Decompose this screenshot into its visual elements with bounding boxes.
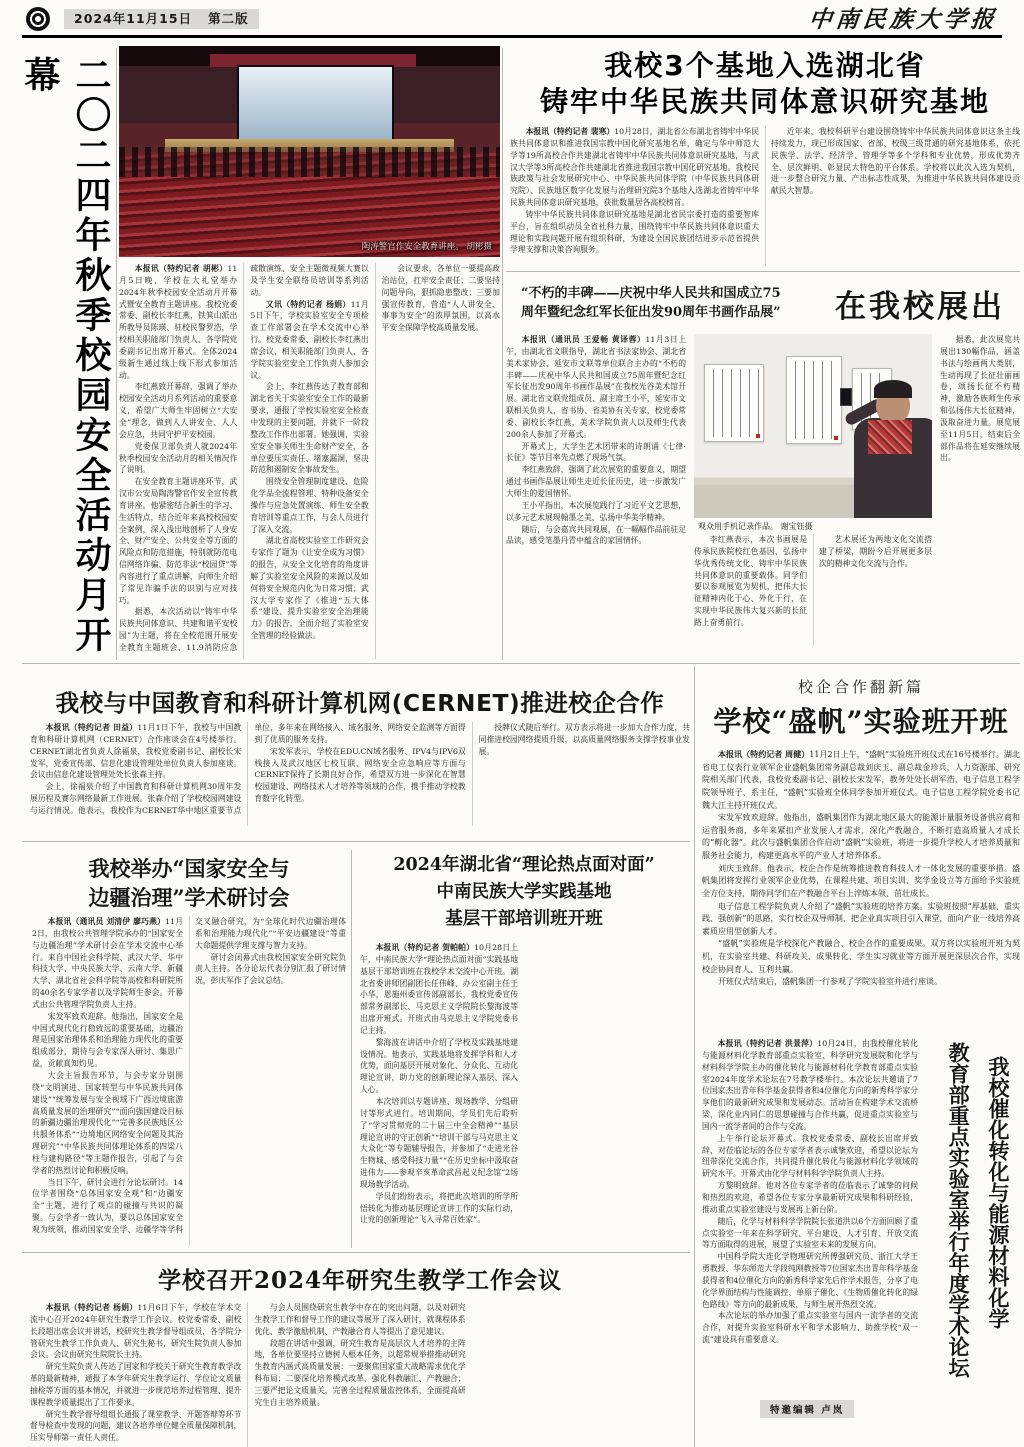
headline-line: 我校催化转化与能源材料化学 bbox=[986, 1056, 1011, 1329]
divider bbox=[116, 48, 117, 660]
divider bbox=[22, 1252, 690, 1253]
article-paragraph: 方黎明致辞。他对各位专家学者的莅临表示了诚挚的问候和热烈的欢迎，希望各位专家分享最新研究成果和科研经验，推动重点实验室建设与发展再上新台阶。 bbox=[702, 1181, 918, 1214]
article-paragraph: 本报讯（特约记者 胡彬）11月5日晚，学校在大礼堂举办2024年秋季校园安全活动月开幕式暨安全教育主题讲座。我校党委常委、副校长李红燕，铁箕山派出所教导员陈瑛、驻校民警罗浩，学校相关职能部门负责人、各学院党委副书记出席开幕式。全体2024级新生通过线上线下形式参加活动。 bbox=[119, 264, 238, 380]
divider bbox=[351, 850, 352, 1248]
exhibition-headline-kicker bbox=[521, 285, 829, 323]
headline-line: “不朽的丰碑——庆祝中华人民共和国成立75 bbox=[521, 285, 781, 301]
smartphone bbox=[840, 388, 852, 406]
article-paragraph: 本报讯（特约记者 田益）11月1日下午，我校与中国教育和科研计算机网（CERNET）合作座谈会在4号楼举行。CERNET湖北省负责人徐福泉，我校党委副书记、副校长宋发军，党委宣传部、信息化建设管理处单位负责人参加座谈。会议由信息化建设管理处处长张森主持。 bbox=[30, 723, 242, 780]
article-paragraph: 本报讯（特约记者 贺帕帕）10月28日上午，中南民族大学“理论热点面对面”实践基地基层干部培训班在我校学术交流中心开班。湖北省委讲师团副团长任伟峰、办公室副主任王小华，恩施州委宣传部副部长，我校党委宣传部常务副部长、马克思主义学院院长黎海波等出席开班式。开班式由马克思主义学院党委书记主持。 bbox=[360, 943, 519, 1035]
theory-article bbox=[360, 942, 688, 1248]
headline-line: 铸牢中华民族共同体意识研究基地 bbox=[539, 84, 990, 118]
article-paragraph: 学员们纷纷表示，将把此次培训的所学所悟转化为推动基层理论宣讲工作的实际行动，让党的创新理论“飞入寻常百姓家”。 bbox=[360, 1191, 518, 1225]
article-paragraph: 党委保卫部负责人就2024年秋季校园安全活动月的相关情况作了说明。 bbox=[119, 441, 238, 475]
article-paragraph: 李红燕致开幕辞，强调了举办校园安全活动月系列活动的重要意义，希望广大师生牢固树立“大安全”理念，做到人人讲安全、人人会应急，共同守护平安校园。 bbox=[119, 382, 238, 439]
date-text: 2024年11月15日 bbox=[74, 11, 193, 26]
theory-headline bbox=[360, 852, 688, 933]
divider bbox=[502, 48, 503, 660]
photo-caption: 陶涛警官作安全教育讲座。 胡彬摄 bbox=[361, 242, 492, 252]
headline-line: 周年暨纪念红军长征出发90周年书画作品展” bbox=[521, 304, 781, 320]
article-paragraph: 围绕安全管理制度建设、危险化学品全流程管理、特种设备安全操作与应急处置演练、师生安全教育培训等重点工作，与会人员进行了深入交流。 bbox=[250, 477, 369, 534]
article-paragraph: 王小平指出，本次展览践行了习近平文艺思想，以多元艺术展现翰墨之美，弘扬中华美学精神。 bbox=[506, 500, 686, 522]
graduate-article bbox=[30, 1302, 690, 1447]
article-paragraph: 宋发军致欢迎辞。他指出，盛帆集团作为湖北地区最大的能源计量服务设备供应商和运营服务商，多年来紧扣产业发展人才需求，深化产教融合，不断打造高质量人才成长的“孵化器”。此次与盛帆集团合作启动“盛帆”实验班，将进一步提升学校人才培养质量和服务社会能力，构建更高水平的产业人才培养体系。 bbox=[702, 813, 1020, 860]
headline-line: 边疆治理”学术研讨会 bbox=[88, 885, 290, 911]
forum-article bbox=[32, 916, 346, 1246]
article-paragraph: 近年来，我校科研平台建设围绕铸牢中华民族共同体意识这条主线持续发力，现已形成国家、省部、校级三级贯通的研究基地体系，依托民族学、法学、经济学、管理学等多个学科和专业优势，形成优势齐全、层次鲜明、彰显民大特色的平台体系。学校将以此次入选为契机，进一步整合研究力量、产出标志性成果，为推进中华民族共同体建设贡献民大智慧。 bbox=[771, 127, 1020, 196]
photo-stage-screen bbox=[237, 65, 393, 141]
article-paragraph: 李红燕表示，本次书画展是传承民族院校红色基因、弘扬中华优秀传统文化、铸牢中华民族共同体意识的重要载体。同学们要以参观展览为契机，把伟大长征精神内化于心、外化于行，在实现中华民族伟大复兴新的长征路上奋勇前行。 bbox=[694, 535, 807, 627]
seal-mark bbox=[756, 434, 760, 438]
artwork-frame bbox=[786, 356, 842, 444]
cernet-headline: 我校与中国教育和科研计算机网(CERNET)推进校企合作 bbox=[55, 689, 665, 717]
article-paragraph: 本报讯（特约记者 裴寒）10月28日，湖北省公布湖北省铸牢中华民族共同体意识和推进我国宗教中国化研究基地名单，确定与华中师范大学等19所高校合作共建湖北省铸牢中华民族共同体意识研究基地，与武汉大学等3所高校合作共建湖北省推进我国宗教中国化研究基地。我校民族政策与社会发展研究中心、中华民族共同体学院（中华民族共同体研究院）、民族地区数字化发展与治理研究院3个基地入选湖北省铸牢中华民族共同体意识研究基地，获批数量居各高校榜首。 bbox=[510, 127, 760, 208]
photo-auditorium bbox=[119, 46, 500, 257]
paper-name: 中南民族大学报 bbox=[807, 6, 1000, 33]
article-paragraph: 本报讯（通讯员 王爱畅 黄译蓉）11月3日上午，由湖北省文联指导，湖北省书法家协会、湖北省美术家协会、延安市文联等单位联合主办的“不朽的丰碑——庆祝中华人民共和国成立75周年暨纪念红军长征出发90周年书画作品展”在我校光谷美术馆开展。湖北省文联党组成员、副主席王小平，延安市文联相关负责人，省书协、省美协有关专家，校党委常委、副校长李红燕，美术学院负责人以及师生代表200余人参加了开幕式。 bbox=[506, 335, 686, 439]
article-paragraph: 电子信息工程学院负责人介绍了“盛帆”实验班的培养方案。实验班按照“厚基础、重实践、强创新”的思路，实行校企双导师制，把企业真实项目引入课堂，面向产业一线培养高素质应用型创新人才。 bbox=[702, 901, 1020, 936]
visitor-figure bbox=[842, 372, 932, 518]
cernet-article bbox=[30, 722, 690, 826]
security-month-vertical-headline: 二〇二四年秋季校园安全活动月开幕 bbox=[19, 56, 111, 656]
catalysis-vertical-headline bbox=[934, 1042, 1018, 1440]
article-paragraph: 本报讯（通讯员 刘清伊 廖巧燕）11月2日，由我校公共管理学院承办的“国家安全与边疆治理”学术研讨会在学术交流中心举行。来自中国社会科学院、武汉大学、华中科技大学、中央民族大学、云南大学、新疆大学、湖北省社会科学院等高校和科研院所的40余名专家学者以及学院师生参会。开幕式由公共管理学院负责人主持。 bbox=[32, 917, 183, 1009]
headline-line: 2024年湖北省“理论热点面对面” bbox=[393, 855, 655, 875]
exhibition-headline-main: 在我校展出 bbox=[835, 289, 1005, 325]
graduate-headline: 学校召开2024年研究生教学工作会议 bbox=[157, 1267, 562, 1294]
article-paragraph: 宋发军致欢迎辞。他指出，国家安全是中国式现代化行稳致远的重要基础，边疆治理是国家治理体系和治理能力现代化的重要组成部分，期待与会专家深入研讨、集思广益，贡献真知灼见。 bbox=[32, 1011, 183, 1069]
newspaper-logo-icon bbox=[26, 7, 50, 31]
exhibition-column-right bbox=[940, 334, 1020, 662]
article-paragraph: 艺术展还为两地文化交流搭建了桥梁，期盼今后开展更多层次的精神文化交流与合作。 bbox=[819, 535, 932, 568]
exhibition-article bbox=[506, 334, 1020, 662]
article-paragraph: 本次培训以专题讲座、现场教学、分组研讨等形式进行。培训期间，学员们先后聆听了“学习贯彻党的二十届三中全会精神”“基层理论宣讲的守正创新”“培训干部与马克思主义大众化”等专题辅导报告，并参加了“走进光谷生物城、感受科技力量”“在历史坐标中汲取奋进伟力——参观辛亥革命武昌起义纪念馆”2场现场教学活动。 bbox=[360, 1096, 518, 1189]
article-paragraph: 本报讯（特约记者 周健）11月2日上午，“盛帆”实验班开班仪式在16号楼举行。湖北省电工仪表行业领军企业盛帆集团常务副总裁刘庆玉、副总裁金珍兵，人力资源部、研究院相关部门代表，我校党委副书记、副校长宋发军，教务处处长胡军浩，电子信息工程学院领导班子、系主任，“盛帆”实验班全体同学参加开班仪式。电子信息工程学院党委书记魏大江主持开班仪式。 bbox=[702, 749, 1020, 810]
article-paragraph: 研讨会闭幕式由我校国家安全研究院负责人主持。各分论坛代表分别汇报了研讨情况，彭庆军作了会议总结。 bbox=[195, 952, 346, 986]
edition-text: 第二版 bbox=[208, 11, 249, 26]
article-paragraph: 湖北省高校实验室工作研究会专家作了题为《让安全成为习惯》的报告，从安全文化培育的角度讲解了实验室安全风险的来源以及如何将安全规范内化为日常习惯；武汉大学专家作了《推进“五大体系”建设、提升实验室安全治理能力》的报告，全面介绍了实验室安全管理的经验做法。 bbox=[250, 536, 369, 641]
article-paragraph: 刘庆玉致辞。他表示，校企合作是统筹推进教育科技人才一体化发展的重要举措。盛帆集团将发挥行业领军企业优势，在课程共建、项目实训、奖学金设立等方面给予实验班全方位支持，期待同学们在产教融合平台上淬炼本领、茁壮成长。 bbox=[702, 863, 1020, 898]
divider bbox=[22, 841, 690, 842]
headline-line: 中南民族大学实践基地 bbox=[436, 882, 612, 903]
article-paragraph: 研究生院负责人传达了国家和学校关于研究生教育教学改革的最新精神，通报了本学年研究生教学运行、学位论文质量抽检等方面的基本情况，并就进一步规范培养过程管理、提升课程教学质量提出了工作要求。 bbox=[30, 1362, 242, 1407]
security-month-article bbox=[119, 263, 500, 659]
exhibition-column-left bbox=[506, 334, 686, 662]
visitor-scarf bbox=[868, 420, 912, 454]
article-paragraph: 本报讯（特约记者 杨娟）11月6日下午，学校在学术交流中心召开2024年研究生教学工作会议。校党委常委、副校长段超出席会议并讲话，校研究生教学督导组成员，各学院分管研究生教学工作负责人、研究生秘书，研究生院负责人参加会议。会议由研究生院院长主持。 bbox=[30, 1303, 242, 1360]
divider bbox=[506, 271, 1020, 272]
article-paragraph: 会议要求，各单位一要提高政治站位，扛牢安全责任；二要坚持问题导向，狠抓隐患整改；三要加强宣传教育，营造“人人讲安全、事事为安全”的浓厚氛围，以高水平安全保障学校高质量发展。 bbox=[381, 264, 500, 333]
article-paragraph: 授牌仪式随后举行。双方表示将进一步加大合作力度，共同推进校园网络提质升级，以高质量网络服务支撑学校事业发展。 bbox=[478, 723, 690, 756]
article-paragraph: 宋发军表示，学校在EDU.CN域名服务、IPV4与IPV6双栈接入及武汉地区七校互联、网络安全应急响应等方面与CERNET保持了长期良好合作，希望双方进一步深化在智慧校园建设、网络技术人才培养等领域的合作，携手推动学校教育数字化转型。 bbox=[254, 746, 466, 804]
article-paragraph: 上午举行论坛开幕式。我校党委常委、副校长出席并致辞，对莅临论坛的各位专家学者表示诚挚欢迎，希望以论坛为纽带深化交流合作，共同提升催化转化与能源材料化学领域的研究水平。开幕式由化学与材料科学学院负责人主持。 bbox=[702, 1133, 918, 1179]
headline-line: 我校举办“国家安全与 bbox=[88, 856, 290, 881]
exhibition-column-middle bbox=[694, 334, 932, 662]
article-paragraph: 开幕式上，大学生艺术团带来的诗朗诵《七律·长征》等节目率先点燃了现场气氛。 bbox=[506, 441, 686, 463]
masthead-date bbox=[64, 9, 259, 29]
forum-headline bbox=[32, 854, 346, 913]
shengfan-headline: 学校“盛帆”实验班开班 bbox=[713, 705, 1009, 738]
article-paragraph: 会上，李红燕传达了教育部和湖北省关于实验室安全工作的最新要求，通报了学校实验室安全检查中发现的主要问题，并就下一阶段整改工作作出部署。她强调，实验室安全事关师生生命财产安全，各单位要压实责任、堵塞漏洞，坚决防范和遏制安全事故发生。 bbox=[250, 382, 369, 475]
article-paragraph: 大会主旨报告环节，与会专家分别围绕“文明演进、国家转型与中华民族共同体建设”“统筹发展与安全视域下广西边境旅游高质量发展的治理研究”“面向强国建设目标的新疆边疆治理现代化”“完善多民族地区公共服务体系”“边境地区网络安全问题及其治理研究”“中华民族共同体理论体系的四梁八柱与建构路径”等主题作报告，引起了与会学者的热烈讨论和积极反响。 bbox=[32, 1070, 183, 1175]
masthead-rule bbox=[22, 35, 1002, 38]
article-paragraph: 本次论坛的举办加强了重点实验室与国内一流学者的交流合作，对提升实验室科研水平和学术影响力、助推学校“双一流”建设具有重要意义。 bbox=[702, 1311, 918, 1345]
shengfan-kicker: 校企合作翻新篇 bbox=[797, 678, 924, 696]
photo-gallery bbox=[694, 334, 932, 518]
photo-caption: 观众用手机记录作品。 谢宝钰摄 bbox=[698, 522, 813, 531]
headline-line: 基层干部培训班开班 bbox=[445, 909, 603, 930]
article-paragraph: “盛帆”实验班是学校深化产教融合、校企合作的重要成果。双方将以实验班开班为契机，在实验室共建、科研攻关、成果转化、学生实习就业等方面开展更深层次合作，实现校企协同育人、互利共赢。 bbox=[702, 939, 1020, 974]
seal-mark bbox=[834, 436, 838, 440]
article-paragraph: 当日下午，研讨会进行分论坛研讨。14位学者围绕“总体国家安全观”和“边疆安全”主题，进行了观点的碰撞与共识的凝聚。与会学者一致认为，要以总体国家安全观为统领，推动国家安全学、边疆学等学科交叉融合研究，为“全球化时代边疆治理体系和治理能力现代化”“平安边疆建设”等重大命题提供学理支撑与智力支持。 bbox=[32, 917, 346, 1234]
editor-badge: 特邀编辑 卢岚 bbox=[760, 1400, 854, 1418]
photo-audience bbox=[119, 147, 500, 177]
headline-line: 我校3个基地入选湖北省 bbox=[604, 49, 926, 82]
article-paragraph: 研究生教学督导组组长通报了课堂教学、开题答辩等环节督导检查中发现的问题，建议各培养单位健全质量保障机制，压实导师第一责任人责任。 bbox=[30, 1409, 242, 1443]
article-paragraph: 黎海波在讲话中介绍了学校及实践基地建设情况。他表示，实践基地将发挥学科和人才优势，面向基层开展对象化、分众化、互动化理论宣讲，助力党的创新理论深入基层、深入人心。 bbox=[360, 1037, 518, 1095]
article-paragraph: 随后，化学与材料科学学院院长张道洪以6个方面回顾了重点实验室一年来在科学研究、平台建设、人才引育、开放交流等方面取得的进展，展望了实验室未来的发展方向。 bbox=[702, 1216, 918, 1250]
article-paragraph: 开班仪式结束后，盛帆集团一行参观了学院实验室并进行座谈。 bbox=[718, 977, 942, 987]
article-paragraph: 在安全教育主题讲座环节，武汉市公安局陶涛警官作安全宣传教育讲座。他紧密结合新生的学习、生活特点，结合近年来高校校园安全案例，深入浅出地剖析了人身安全、财产安全、公共安全等方面的风险点和防范措施，特别就防范电信网络诈骗、防范非法“校园贷”等内容进行了重点讲解，向师生介绍了常见诈骗手法的识别与应对技巧。 bbox=[119, 477, 238, 605]
article-paragraph: 中国科学院大连化学物理研究所傅强研究员、浙江大学王勇教授、华东师范大学段纯刚教授等7位国家杰出青年科学基金获得者和4位催化方向的新秀科学家先后作学术报告，分享了电化学界面结构与性能调控、单原子催化、《生物质催化转化的绿色路线》等方向的最新成果，与师生展开热烈交流。 bbox=[702, 1252, 918, 1309]
artwork-frame bbox=[704, 364, 764, 442]
article-paragraph: 会上，徐福泉介绍了中国教育和科研计算机网30周年发展历程及赛尔网络最新工作进展。张森介绍了学校校园网建设与运行情况。他表示，我校作为CERNET华中地区重要节点单位，多年来在网络接入、域名服务、网络安全监测等方面得到了优质的服务支持。 bbox=[30, 723, 466, 815]
article-paragraph: 与会人员围绕研究生教学中存在的突出问题，以及对研究生教学工作和督导工作的建议等展开了深入研讨，就课程体系优化、教学激励机制、产教融合育人等提出了意见建议。 bbox=[254, 1303, 466, 1336]
shengfan-article bbox=[702, 748, 1020, 1024]
exhibition-column-below-photo bbox=[694, 534, 932, 646]
article-paragraph: 据悉，本次活动以“铸牢中华民族共同体意识、共建和谐平安校园”为主题，将在全校范围开展安全教育主题班会、11.9消防应急疏散演练、安全主题微视频大赛以及学生安全联络员培训等系列活动。 bbox=[119, 264, 369, 652]
article-paragraph: 李红燕致辞，强调了此次展览的重要意义，期望通过书画作品展让师生走近长征历史，进一步激发广大师生的爱国情怀。 bbox=[506, 465, 686, 498]
divider bbox=[694, 666, 695, 1447]
headline-line: 教育部重点实验室举行年度学术论坛 bbox=[946, 1042, 972, 1378]
article-paragraph: 铸牢中华民族共同体意识研究基地是湖北省民宗委打造的重要智库平台，旨在组织动员全省社科力量，围绕铸牢中华民族共同体意识重大理论和实践问题开展有组织科研，为建设全国民族团结进步示范省提供学理支撑和决策咨询服务。 bbox=[510, 209, 759, 255]
visitor-hair bbox=[874, 380, 912, 398]
exhibition-headline bbox=[506, 281, 1020, 326]
catalysis-article bbox=[702, 1038, 918, 1392]
bases-headline bbox=[510, 48, 1020, 120]
article-paragraph: 又讯（特约记者 杨娟）11月5日下午，学校实验室安全专项检查工作部署会在学术交流中心举行。校党委常委、副校长李红燕出席会议，相关职能部门负责人、各学院实验室安全工作负责人参加会议。 bbox=[250, 299, 369, 380]
article-paragraph: 据悉，此次展览共展出130幅作品，涵盖书法与绘画两大类别，生动再现了长征壮丽画卷，颂扬长征不朽精神，激励各族师生传承和弘扬伟大长征精神，汲取奋进力量。展览展至11月5日，结束后全部作品将在延安继续展出。 bbox=[940, 335, 1020, 463]
divider bbox=[22, 663, 1020, 664]
article-paragraph: 本报讯（特约记者 洪景萍）10月24日，由我校催化转化与能源材料化学教育部重点实验室、科学研究发展院和化学与材料科学学院主办的催化转化与能源材料化学教育部重点实验室2024年度学术论坛在7号教学楼举行。本次论坛共邀请了7位国家杰出青年科学基金获得者和4位催化方向的新秀科学家分享他们的最新研究成果和发展动态。活动旨在构建学术交流桥梁，深化业内同仁的思想碰撞与合作共赢，促进重点实验室与国内一流学者间的合作与交流。 bbox=[702, 1039, 918, 1131]
bases-article bbox=[510, 126, 1020, 266]
article-paragraph: 段超在讲话中强调，研究生教育是高层次人才培养的主阵地，各单位要坚持立德树人根本任务，以超常规举措推动研究生教育内涵式高质量发展：一要聚焦国家重大战略需求优化学科布局；二要深化培养模式改革，强化科教融汇、产教融合；三要严把论文质量关，完善全过程质量监控体系，全面提高研究生自主培养质量。 bbox=[254, 1338, 466, 1407]
article-paragraph: 随后，与会嘉宾共同观展，在一幅幅作品前驻足品读，感受笔墨丹青中蕴含的家国情怀。 bbox=[506, 524, 686, 546]
